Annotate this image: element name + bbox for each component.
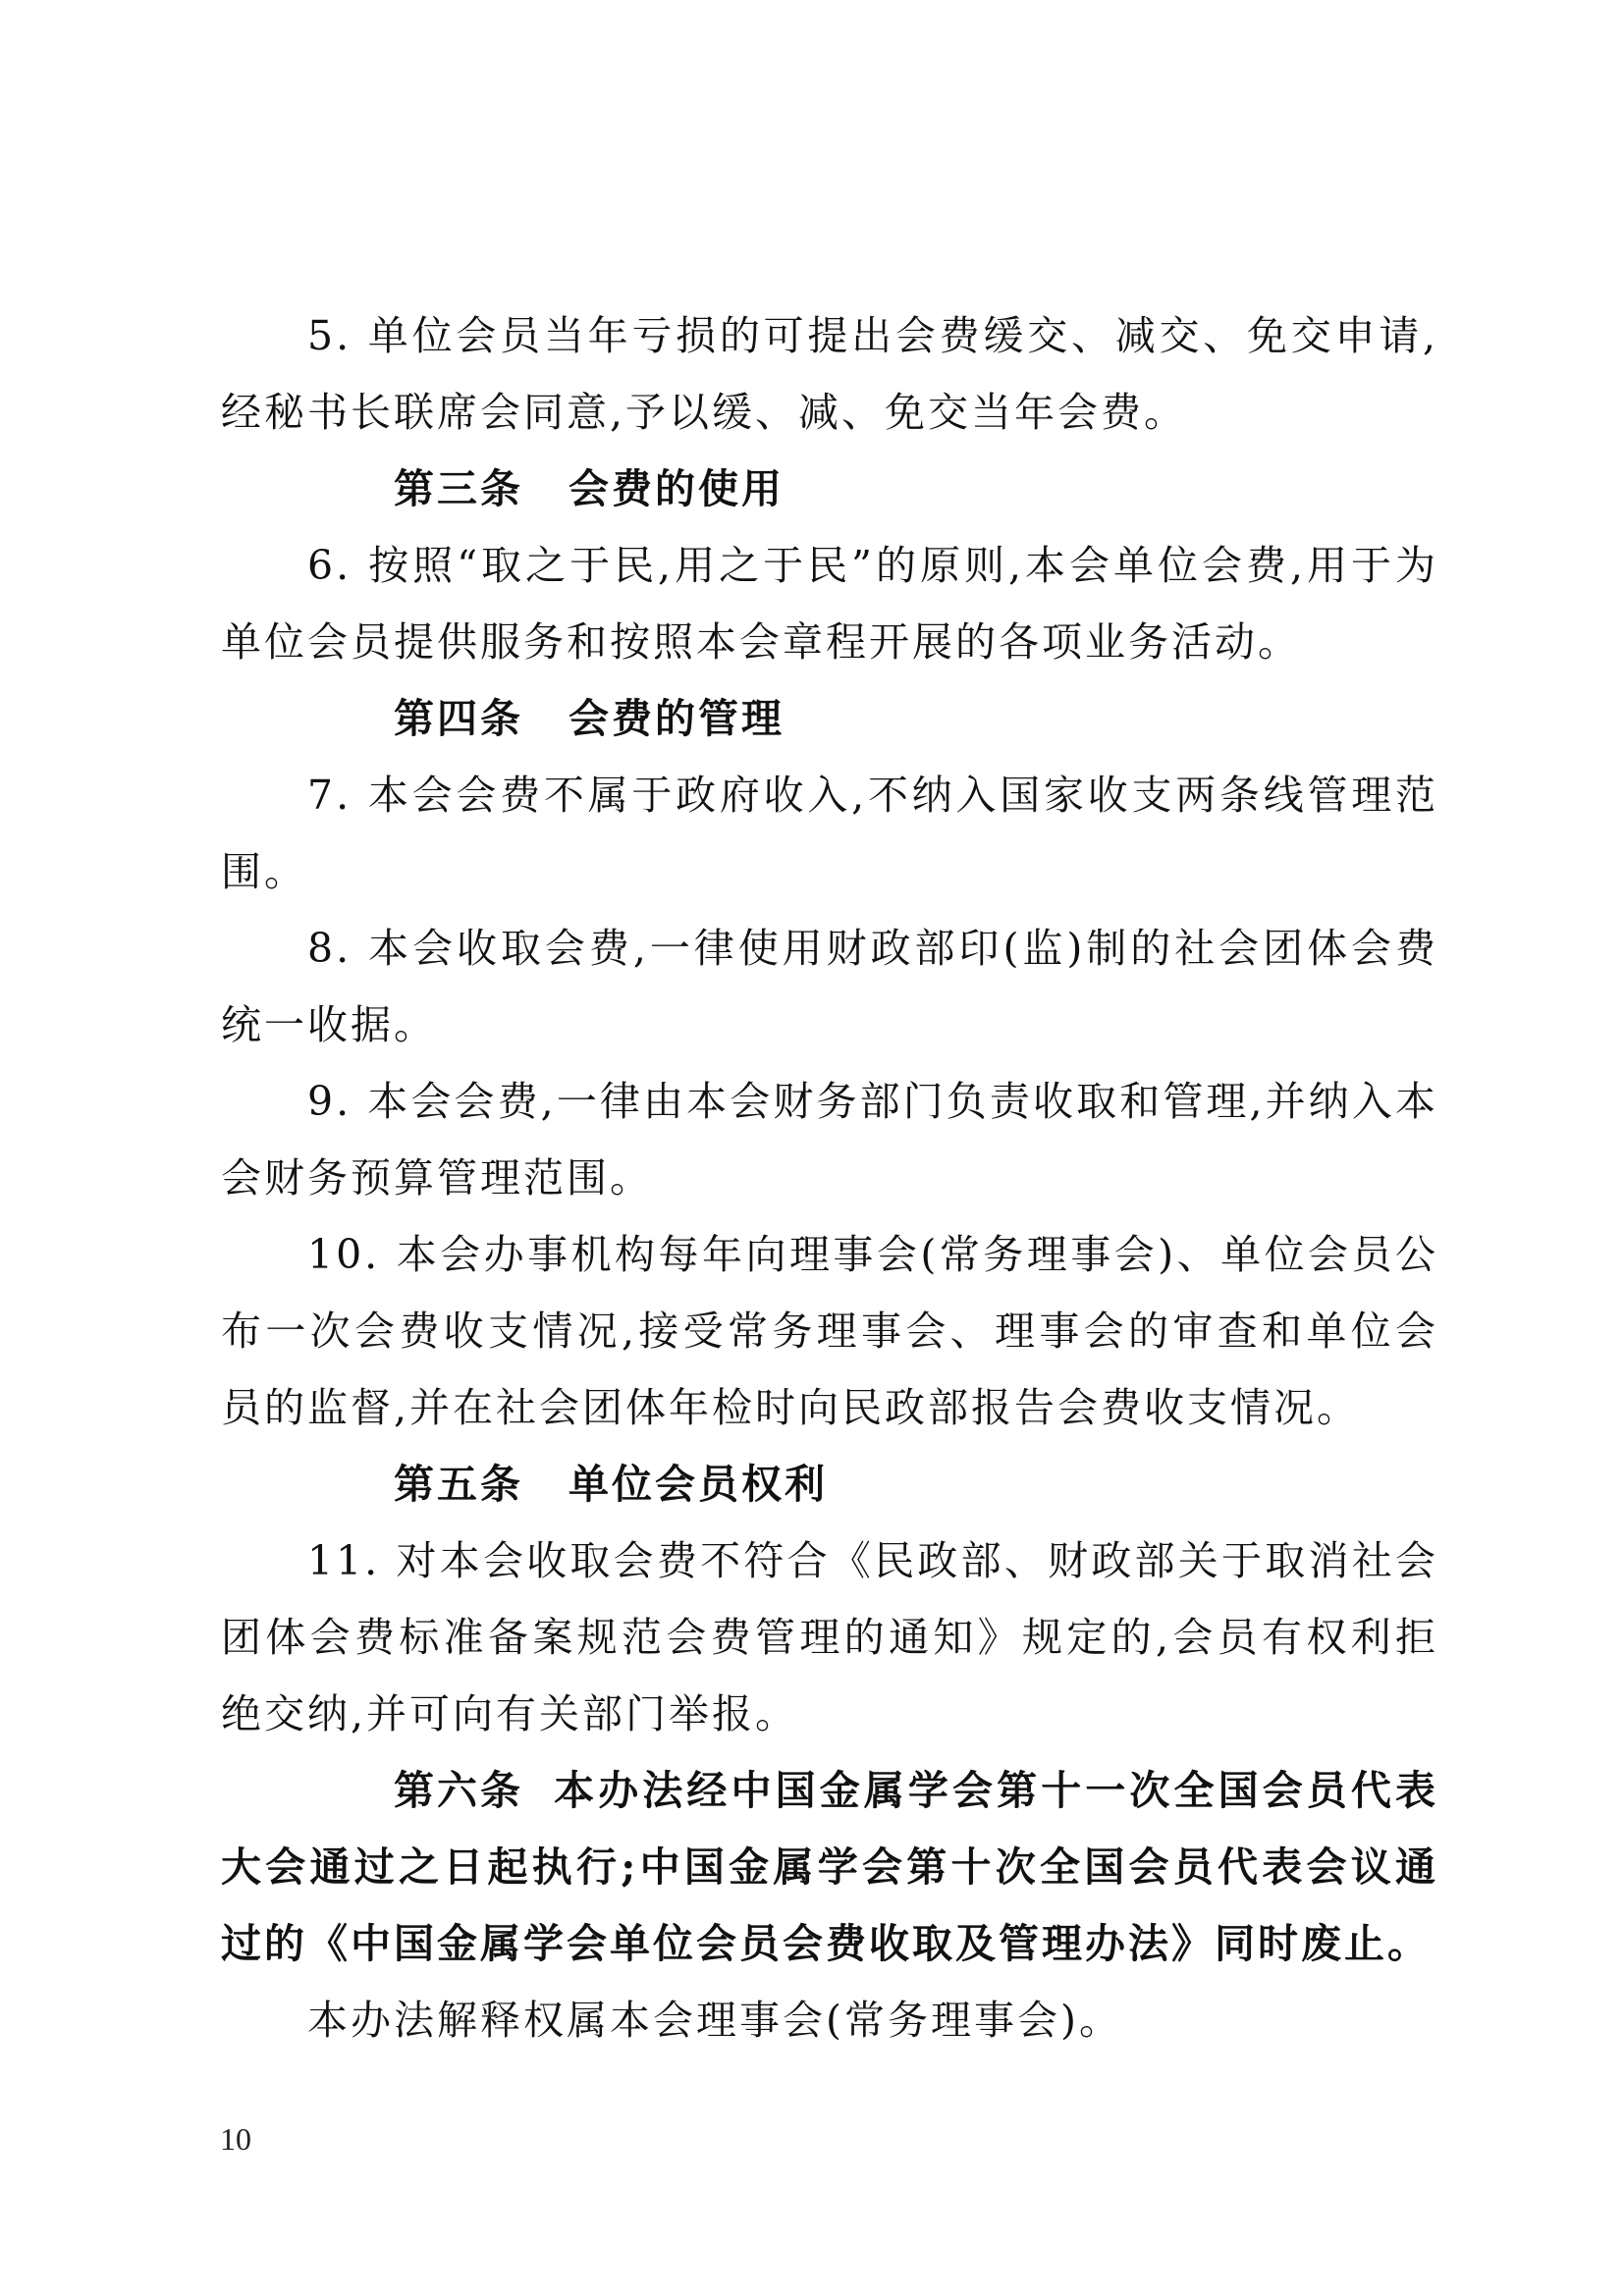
clause-7: 7. 本会会费不属于政府收入,不纳入国家收支两条线管理范围。 bbox=[221, 772, 1438, 895]
article-3-label: 第三条 bbox=[394, 465, 523, 512]
article-4-heading bbox=[221, 680, 1438, 757]
article-6-label: 第六条 bbox=[394, 1767, 523, 1814]
article-5-title: 单位会员权利 bbox=[568, 1461, 828, 1508]
interpretation-clause: 本办法解释权属本会理事会(常务理事会)。 bbox=[307, 1997, 1122, 2044]
article-3-heading bbox=[221, 451, 1438, 527]
article-3-title: 会费的使用 bbox=[568, 465, 785, 512]
article-5-heading bbox=[221, 1446, 1438, 1522]
clause-6: 6. 按照“取之于民,用之于民”的原则,本会单位会费,用于为单位会员提供服务和按照本会章程开展的各项业务活动。 bbox=[221, 542, 1438, 666]
clause-8: 8. 本会收取会费,一律使用财政部印(监)制的社会团体会费统一收据。 bbox=[221, 925, 1438, 1048]
article-6-paragraph bbox=[221, 1752, 1438, 1982]
document-body bbox=[221, 297, 1438, 2058]
article-4-label: 第四条 bbox=[394, 695, 523, 742]
clause-10: 10. 本会办事机构每年向理事会(常务理事会)、单位会员公布一次会费收支情况,接受常务理事会、理事会的审查和单位会员的监督,并在社会团体年检时向民政部报告会费收支情况。 bbox=[221, 1231, 1438, 1431]
page-number: 10 bbox=[220, 2121, 251, 2157]
clause-5: 5. 单位会员当年亏损的可提出会费缓交、减交、免交申请,经秘书长联席会同意,予以缓、减、免交当年会费。 bbox=[221, 312, 1438, 436]
article-5-label: 第五条 bbox=[394, 1461, 523, 1508]
clause-11: 11. 对本会收取会费不符合《民政部、财政部关于取消社会团体会费标准备案规范会费管理的通知》规定的,会员有权利拒绝交纳,并可向有关部门举报。 bbox=[221, 1537, 1438, 1737]
article-6-text: 本办法经中国金属学会第十一次全国会员代表大会通过之日起执行;中国金属学会第十次全国会员代表会议通过的《中国金属学会单位会员会费收取及管理办法》同时废止。 bbox=[221, 1767, 1438, 1967]
clause-9: 9. 本会会费,一律由本会财务部门负责收取和管理,并纳入本会财务预算管理范围。 bbox=[221, 1078, 1438, 1201]
article-4-title: 会费的管理 bbox=[568, 695, 785, 742]
